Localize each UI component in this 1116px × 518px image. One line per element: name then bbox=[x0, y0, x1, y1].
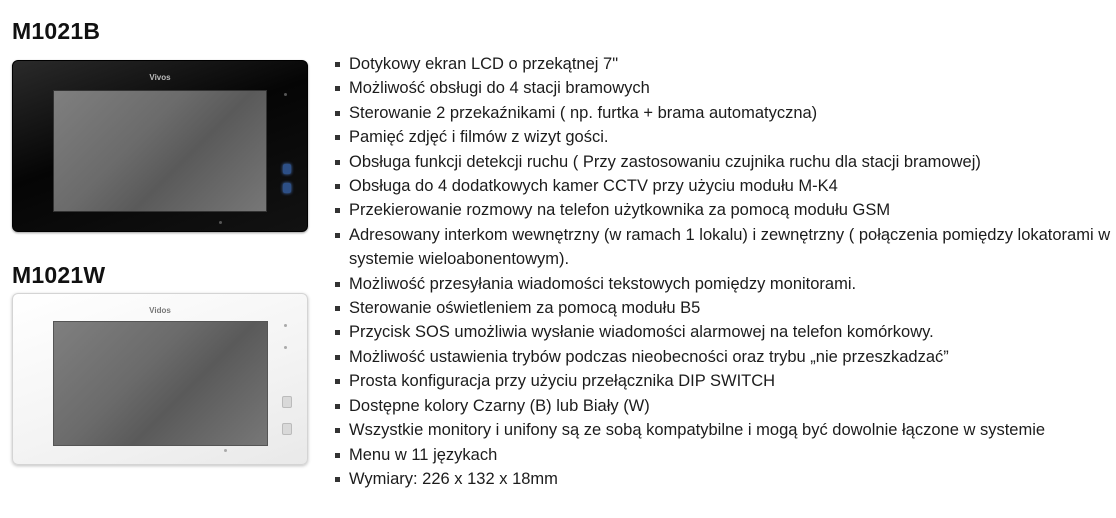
feature-item: Sterowanie 2 przekaźnikami ( np. furtka + brama automatyczna) bbox=[332, 101, 1112, 125]
model-title-black: M1021B bbox=[12, 18, 101, 44]
feature-item: Prosta konfiguracja przy użyciu przełącznika DIP SWITCH bbox=[332, 369, 1112, 393]
feature-item: Obsługa do 4 dodatkowych kamer CCTV przy użyciu modułu M-K4 bbox=[332, 174, 1112, 198]
touch-key-icon bbox=[283, 183, 291, 193]
indicator-dot bbox=[284, 324, 287, 327]
feature-item: Adresowany interkom wewnętrzny (w ramach 1 lokalu) i zewnętrzny ( połączenia pomiędzy lokatorami w systemie wieloabonentowym). bbox=[332, 223, 1112, 272]
touch-key-icon bbox=[282, 423, 292, 435]
microphone-dot bbox=[219, 221, 222, 224]
feature-item: Wszystkie monitory i unifony są ze sobą kompatybilne i mogą być dowolnie łączone w systemie bbox=[332, 418, 1112, 442]
feature-item: Możliwość obsługi do 4 stacji bramowych bbox=[332, 76, 1112, 100]
monitor-black-image bbox=[12, 60, 308, 232]
indicator-dot bbox=[284, 346, 287, 349]
feature-item: Dotykowy ekran LCD o przekątnej 7" bbox=[332, 52, 1112, 76]
feature-item: Obsługa funkcji detekcji ruchu ( Przy zastosowaniu czujnika ruchu dla stacji bramowej) bbox=[332, 150, 1112, 174]
feature-item: Dostępne kolory Czarny (B) lub Biały (W) bbox=[332, 394, 1112, 418]
feature-item: Wymiary: 226 x 132 x 18mm bbox=[332, 467, 1112, 491]
feature-item: Możliwość przesyłania wiadomości tekstowych pomiędzy monitorami. bbox=[332, 272, 1112, 296]
touch-key-icon bbox=[282, 396, 292, 408]
monitor-brand-logo: Vivos bbox=[149, 73, 171, 82]
feature-item: Przycisk SOS umożliwia wysłanie wiadomości alarmowej na telefon komórkowy. bbox=[332, 320, 1112, 344]
monitor-white-image bbox=[12, 293, 308, 465]
monitor-brand-logo: Vidos bbox=[149, 306, 171, 315]
monitor-screen bbox=[53, 90, 267, 212]
feature-item: Pamięć zdjęć i filmów z wizyt gości. bbox=[332, 125, 1112, 149]
feature-item: Sterowanie oświetleniem za pomocą modułu B5 bbox=[332, 296, 1112, 320]
feature-item: Możliwość ustawienia trybów podczas nieobecności oraz trybu „nie przeszkadzać” bbox=[332, 345, 1112, 369]
monitor-screen bbox=[53, 321, 268, 446]
touch-key-icon bbox=[283, 164, 291, 174]
feature-item: Menu w 11 językach bbox=[332, 443, 1112, 467]
microphone-dot bbox=[224, 449, 227, 452]
model-title-white: M1021W bbox=[12, 262, 106, 288]
indicator-dot bbox=[284, 93, 287, 96]
feature-item: Przekierowanie rozmowy na telefon użytkownika za pomocą modułu GSM bbox=[332, 198, 1112, 222]
feature-list bbox=[332, 52, 1112, 491]
